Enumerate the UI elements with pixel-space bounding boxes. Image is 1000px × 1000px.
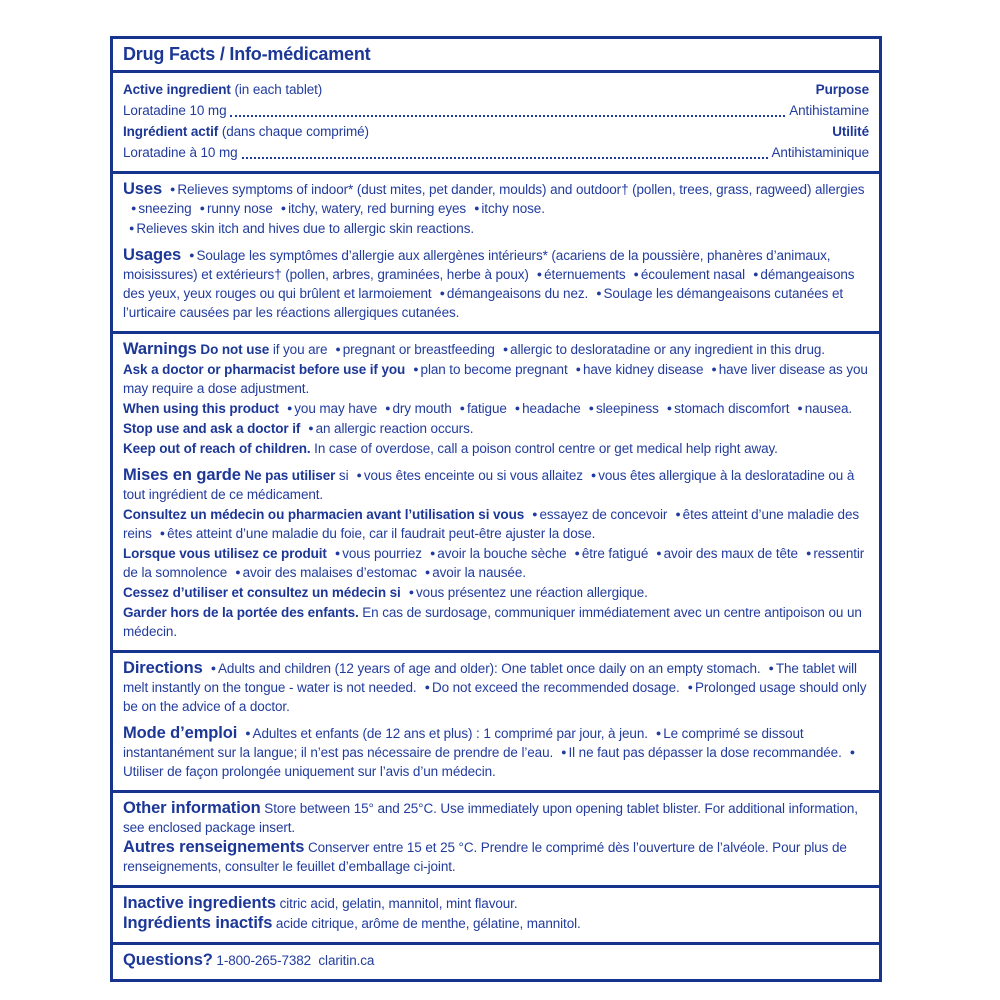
active-ingredient-en-row	[123, 79, 869, 100]
directions-section	[113, 653, 879, 793]
bullet-icon: ●	[385, 403, 391, 413]
other-information-paragraph: Other information Store between 15° and 25°C. Use immediately upon opening tablet blister. For additional information, see enclosed package insert.	[123, 799, 858, 835]
bullet-icon: ●	[590, 470, 597, 480]
bullet-icon: ●	[413, 364, 419, 374]
bullet-icon: ●	[675, 509, 681, 519]
active-ingredient-section	[113, 73, 879, 174]
bullet-icon: ●	[189, 250, 195, 260]
bullet-icon: ●	[286, 403, 293, 413]
other-information-section	[113, 793, 879, 888]
mises-en-garde-paragraph: Garder hors de la portée des enfants. En cas de surdosage, communiquer immédiatement avec un centre antipoison ou un médecin.	[123, 605, 862, 639]
bullet-icon: ●	[199, 203, 205, 213]
bullet-icon: ●	[575, 364, 581, 374]
active-ingredient-fr-bold: Ingrédient actif	[123, 124, 219, 139]
usages-paragraph: Usages ● Soulage les symptômes d’allergie aux allergènes intérieurs* (acariens de la poussière, phanères d’animaux, moisissures) et extérieurs† (pollen, arbres, graminées, herbe à poux) ● éternuements ● écoulement nasal ● démangeaisons des yeux, yeux rouges ou qui brûlent et larmoiement ● démangeaisons du nez. ● Soulage les démangeaisons cutanées et l’urticaire causées par les réactions allergiques cutanées.	[123, 246, 855, 320]
ingredient-fr-class: Antihistaminique	[771, 145, 869, 160]
label-title: Drug Facts / Info-médicament	[113, 39, 879, 73]
bullet-icon: ●	[711, 364, 717, 374]
bullet-icon: ●	[514, 403, 521, 413]
bullet-icon: ●	[561, 747, 567, 757]
drug-facts-label	[110, 36, 882, 982]
bullet-icon: ●	[334, 548, 341, 558]
bullet-icon: ●	[170, 184, 176, 194]
warnings-paragraph: When using this product ● you may have ● dry mouth ● fatigue ● headache ● sleepiness ● stomach discomfort ● nausea.	[123, 401, 853, 416]
active-ingredient-en-bold: Active ingredient	[123, 82, 231, 97]
bullet-icon: ●	[210, 663, 217, 673]
bullet-icon: ●	[429, 548, 436, 558]
bullet-icon: ●	[687, 682, 693, 692]
bullet-icon: ●	[280, 203, 287, 213]
bullet-icon: ●	[408, 587, 415, 597]
inactive-ingredients-section	[113, 888, 879, 945]
bullet-icon: ●	[502, 344, 509, 354]
bullet-icon: ●	[245, 728, 251, 738]
warnings-paragraph: Keep out of reach of children. In case of overdose, call a poison control centre or get medical help right away.	[123, 441, 778, 456]
directions-paragraph: Directions ● Adults and children (12 years of age and older): One tablet once daily on an empty stomach. ● The tablet will melt instantly on the tongue - water is not needed. ● Do not exceed the recommended dosage. ● Prolonged usage should only be on the advice of a doctor.	[123, 659, 867, 714]
bullet-icon: ●	[424, 682, 430, 692]
bullet-icon: ●	[797, 403, 803, 413]
warnings-paragraph: Stop use and ask a doctor if ● an allergic reaction occurs.	[123, 421, 474, 436]
uses-paragraph: ● Relieves skin itch and hives due to allergic skin reactions.	[129, 221, 475, 236]
bullet-icon: ●	[439, 288, 445, 298]
bullet-icon: ●	[633, 269, 639, 279]
questions-section	[113, 945, 879, 979]
ingredient-en-name: Loratadine 10 mg	[123, 103, 227, 118]
ingredient-en-row	[123, 100, 869, 121]
bullet-icon: ●	[235, 567, 241, 577]
active-ingredient-fr-note: (dans chaque comprimé)	[218, 124, 369, 139]
bullet-icon: ●	[588, 403, 594, 413]
bullet-icon: ●	[308, 423, 314, 433]
bullet-icon: ●	[474, 203, 480, 213]
purpose-en-label: Purpose	[815, 82, 869, 97]
ingredient-en-class: Antihistamine	[789, 103, 869, 118]
active-ingredient-en-label	[123, 79, 322, 100]
bullet-icon: ●	[666, 403, 673, 413]
dot-leader	[230, 115, 785, 117]
bullet-icon: ●	[805, 548, 812, 558]
bullet-icon: ●	[596, 288, 602, 298]
ingredients-inactifs-paragraph: Ingrédients inactifs acide citrique, arôme de menthe, gélatine, mannitol.	[123, 914, 581, 932]
bullet-icon: ●	[335, 344, 341, 354]
bullet-icon: ●	[129, 223, 135, 233]
bullet-icon: ●	[849, 747, 856, 757]
purpose-fr-label: Utilité	[832, 124, 869, 139]
warnings-paragraph: Warnings Do not use if you are ● pregnant or breastfeeding ● allergic to desloratadine or any ingredient in this drug.	[123, 340, 825, 358]
active-ingredient-fr-row	[123, 121, 869, 142]
ingredient-fr-row	[123, 142, 869, 163]
bullet-icon: ●	[768, 663, 774, 673]
bullet-icon: ●	[459, 403, 465, 413]
mises-en-garde-paragraph: Lorsque vous utilisez ce produit ● vous pourriez ● avoir la bouche sèche ● être fatigué ● avoir des maux de tête ● ressentir de la somnolence ● avoir des malaises d’estomac ● avoir la nausée.	[123, 546, 865, 580]
questions-paragraph: Questions? 1-800-265-7382 claritin.ca	[123, 951, 375, 969]
active-ingredient-fr-label	[123, 121, 369, 142]
bullet-icon: ●	[655, 728, 662, 738]
warnings-paragraph: Ask a doctor or pharmacist before use if you ● plan to become pregnant ● have kidney disease ● have liver disease as you may require a dose adjustment.	[123, 362, 868, 396]
bullet-icon: ●	[532, 509, 538, 519]
bullet-icon: ●	[424, 567, 431, 577]
bullet-icon: ●	[159, 528, 166, 538]
uses-paragraph: Uses ● Relieves symptoms of indoor* (dust mites, pet dander, moulds) and outdoor† (pollen, trees, grass, ragweed) allergies● sneezing ● runny nose ● itchy, watery, red burning eyes ● itchy nose.	[123, 180, 865, 216]
bullet-icon: ●	[536, 269, 543, 279]
bullet-icon: ●	[753, 269, 759, 279]
ingredient-fr-name: Loratadine à 10 mg	[123, 145, 238, 160]
mises-en-garde-paragraph: Cessez d’utiliser et consultez un médecin si ● vous présentez une réaction allergique.	[123, 585, 648, 600]
inactive-ingredients-paragraph: Inactive ingredients citric acid, gelatin, mannitol, mint flavour.	[123, 894, 518, 912]
autres-renseignements-paragraph: Autres renseignements Conserver entre 15 et 25 °C. Prendre le comprimé dès l’ouverture de l’alvéole. Pour plus de renseignements, consulter le feuillet d’emballage ci-joint.	[123, 838, 847, 874]
mode-demploi-paragraph: Mode d’emploi ● Adultes et enfants (de 12 ans et plus) : 1 comprimé par jour, à jeun. ● Le comprimé se dissout instantanément sur la langue; il n’est pas nécessaire de prendre de l’eau. ● Il ne faut pas dépasser la dose recommandée. ●Utiliser de façon prolongée uniquement sur l’avis d’un médecin.	[123, 724, 856, 779]
bullet-icon: ●	[131, 203, 137, 213]
mises-en-garde-paragraph: Consultez un médecin ou pharmacien avant l’utilisation si vous ● essayez de concevoir ● êtes atteint d’une maladie des reins ● êtes atteint d’une maladie du foie, car il faudrait peut-être ajuster la dose.	[123, 507, 860, 541]
bullet-icon: ●	[656, 548, 662, 558]
warnings-section	[113, 334, 879, 653]
bullet-icon: ●	[356, 470, 362, 480]
active-ingredient-en-note: (in each tablet)	[230, 82, 323, 97]
bullet-icon: ●	[574, 548, 580, 558]
uses-section	[113, 174, 879, 334]
mises-en-garde-paragraph: Mises en garde Ne pas utiliser si ● vous êtes enceinte ou si vous allaitez ● vous êtes allergique à la desloratadine ou à tout ingrédient de ce médicament.	[123, 466, 855, 502]
dot-leader	[242, 157, 768, 159]
